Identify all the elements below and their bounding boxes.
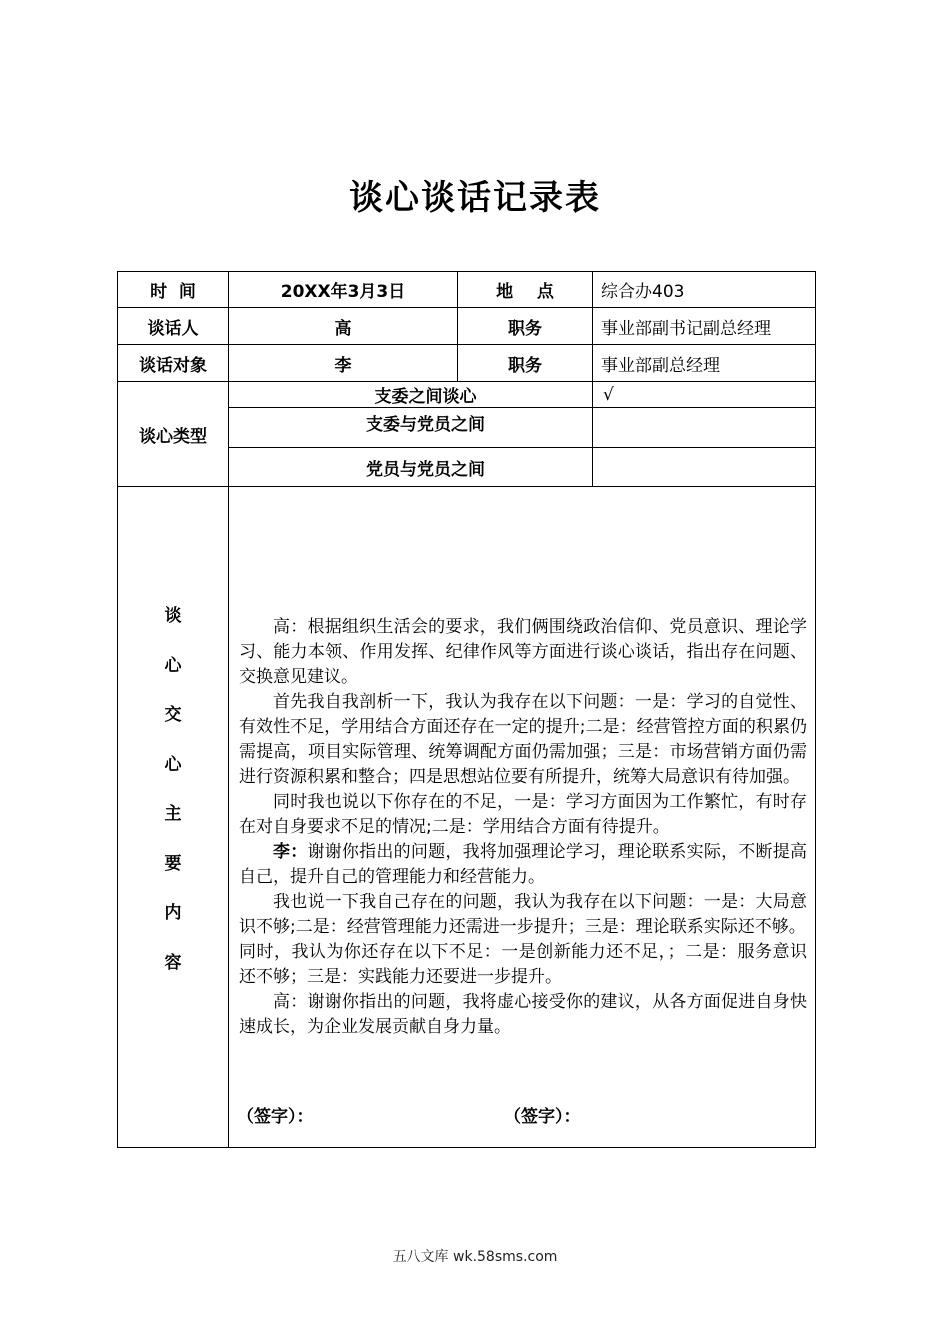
- row-speaker: [118, 308, 816, 345]
- content-row: [118, 487, 816, 1148]
- content-label-char: 心: [164, 754, 182, 775]
- row-target: [118, 345, 816, 382]
- talk-type-label: 谈心类型: [118, 382, 229, 487]
- document-title: 谈心谈话记录表: [349, 178, 601, 218]
- content-label-char: 主: [164, 804, 182, 824]
- content-paragraph: 同时，我认为你还存在以下不足：一是创新能力还不足，；二是：服务意识还不够；三是：实践能力还要进一步提升。: [239, 941, 807, 987]
- content-paragraph: 同时我也说以下你存在的不足，一是：学习方面因为工作繁忙，有时存在对自身要求不足的情况;二是：学用结合方面有待提升。: [239, 791, 807, 837]
- target-duty-label: 职务: [458, 345, 593, 382]
- content-paragraph: [239, 840, 807, 890]
- speaker-label: 谈话人: [118, 308, 229, 345]
- footer-watermark: 五八文库 wk.58sms.com: [392, 1249, 558, 1265]
- content-label-char: 心: [164, 655, 182, 676]
- signature-field-2: （签字）：: [504, 1107, 581, 1127]
- talk-type-option: 支委之间谈心: [229, 382, 593, 408]
- content-label-char: 要: [164, 853, 182, 874]
- content-paragraph: 高：根据组织生活会的要求，我们俩围绕政治信仰、党员意识、理论学习、能力本领、作用发挥、纪律作风等方面进行谈心谈话，指出存在问题、交换意见建议。: [239, 616, 807, 687]
- content-label-char: 内: [164, 903, 182, 923]
- content-label-char: 交: [164, 705, 182, 725]
- content-paragraph: 我也说一下我自己存在的问题，我认为我存在以下问题：一是：大局意识不够;二是：经营管理能力还需进一步提升；三是：理论联系实际还不够。: [239, 891, 807, 937]
- talk-type-option: 支委与党员之间: [229, 408, 593, 448]
- speaker-li-label: 李：: [273, 841, 308, 862]
- time-value: 20XX年3月3日: [229, 272, 458, 308]
- content-paragraph: 首先我自我剖析一下，我认为我存在以下问题：一是：学习的自觉性、有效性不足，学用结合方面还存在一定的提升;二是：经营管控方面的积累仍需提高，项目实际管理、统筹调配方面仍需加强；三是：市场营销方面仍需进行资源积累和整合；四是思想站位要有所提升，统筹大局意识有待加强。: [239, 691, 807, 787]
- content-label-char: 容: [164, 952, 182, 973]
- talk-type-checkmark: √: [593, 382, 816, 408]
- target-label: 谈话对象: [118, 345, 229, 382]
- talk-type-checkmark: [593, 408, 816, 448]
- speaker-value: 高: [229, 308, 458, 345]
- content-body: [229, 487, 816, 1148]
- speaker-duty-value: 事业部副书记副总经理: [593, 308, 816, 345]
- content-label: [118, 487, 229, 1148]
- target-value: 李: [229, 345, 458, 382]
- talk-type-row: [118, 382, 816, 408]
- talk-type-checkmark: [593, 448, 816, 487]
- talk-type-option: 党员与党员之间: [229, 448, 593, 487]
- speaker-duty-label: 职务: [458, 308, 593, 345]
- time-label: 时 间: [118, 272, 229, 308]
- content-paragraph-text: 谢谢你指出的问题，我将加强理论学习，理论联系实际，不断提高自己，提升自己的管理能力和经营能力。: [239, 841, 808, 887]
- content-label-char: 谈: [164, 606, 182, 626]
- row-time-place: [118, 272, 816, 308]
- content-paragraph: 高：谢谢你指出的问题，我将虚心接受你的建议，从各方面促进自身快速成长，为企业发展贡献自身力量。: [239, 991, 807, 1037]
- signature-field-1: （签字）：: [237, 1107, 314, 1127]
- record-table: [117, 271, 816, 1148]
- target-duty-value: 事业部副总经理: [593, 345, 816, 382]
- place-value: 综合办403: [593, 272, 816, 308]
- place-label: 地 点: [458, 272, 593, 308]
